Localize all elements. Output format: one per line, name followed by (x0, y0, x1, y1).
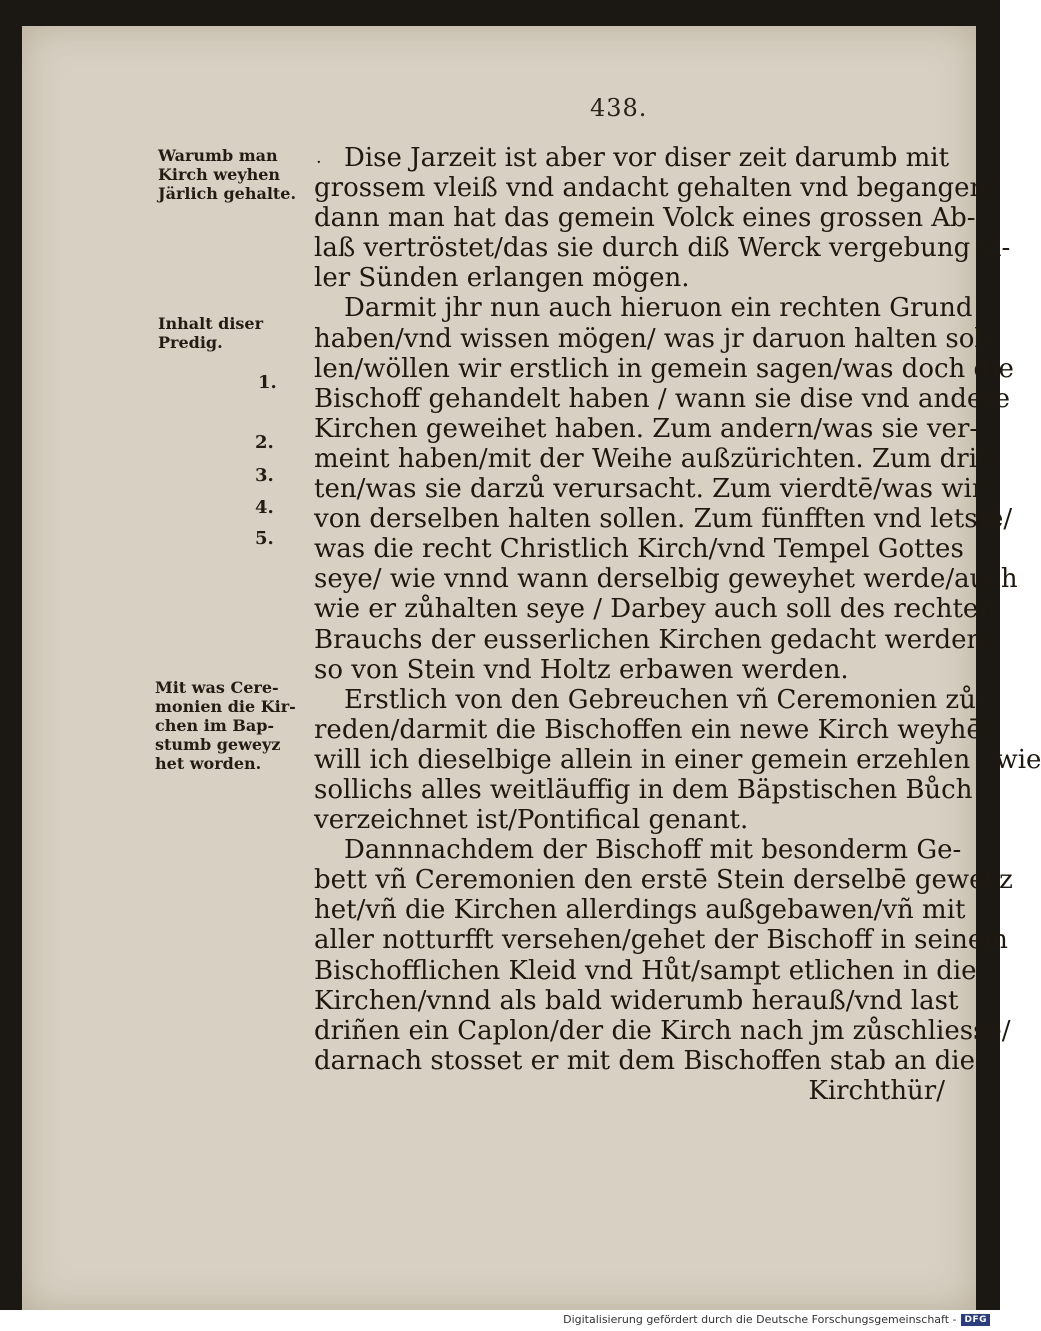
page-number: 438. (590, 94, 648, 122)
marginal-note-annual-dedication: Warumb man Kirch weyhen Järlich gehalte. (158, 146, 297, 203)
text-line: wie er zůhalten seye / Darbey auch soll des rechten (314, 594, 996, 625)
footer-credit (563, 1313, 990, 1326)
text-line: Bischoff gehandelt haben / wann sie dise vnd andere (314, 383, 1011, 414)
text-line: Dannnachdem der Bischoff mit besonderm Ge- (344, 835, 962, 866)
point-marker-1: 1. (258, 372, 277, 393)
main-text-block (314, 143, 1041, 1106)
point-marker-4: 4. (255, 497, 274, 518)
point-marker-2: 2. (255, 432, 274, 453)
text-line: meint haben/mit der Weihe außzürichten. Zum drit- (314, 443, 997, 474)
dfg-logo: DFG (961, 1314, 990, 1326)
text-line: Kirchen geweihet haben. Zum andern/was sie ver- (314, 413, 979, 444)
text-line: aller notturfft versehen/gehet der Bischoff in seinem (314, 925, 1008, 956)
text-line: grossem vleiß vnd andacht gehalten vnd begangen/ (314, 173, 996, 204)
text-line: von derselben halten sollen. Zum fünfften vnd letstē/ (314, 504, 1013, 535)
text-line: laß vertröstet/das sie durch diß Werck vergebung vi- (314, 233, 1011, 264)
text-line: Erstlich von den Gebreuchen vñ Ceremonien zů- (344, 684, 985, 715)
catchword: Kirchthür/ (808, 1075, 945, 1106)
text-line: Brauchs der eusserlichen Kirchen gedacht werden/ (314, 624, 993, 655)
text-line: was die recht Christlich Kirch/vnd Tempel Gottes (314, 534, 964, 565)
marginal-dot: · (316, 152, 322, 173)
text-line: dann man hat das gemein Volck eines grossen Ab- (314, 203, 976, 234)
text-line: Dise Jarzeit ist aber vor diser zeit darumb mit (344, 143, 950, 173)
text-line: ten/was sie darzů verursacht. Zum vierdtē/was wir (314, 474, 985, 505)
text-line: verzeichnet ist/Pontifical genant. (314, 805, 749, 836)
marginal-note-ceremonies: Mit was Cere- monien die Kir- chen im Bap- stumb geweyz het worden. (155, 678, 296, 773)
text-line: seye/ wie vnnd wann derselbig geweyhet werde/auch (314, 564, 1018, 595)
text-line: reden/darmit die Bischoffen ein newe Kirch weyhē/ (314, 714, 991, 745)
text-line: driñen ein Caplon/der die Kirch nach jm zůschliesse/ (314, 1015, 1011, 1046)
marginal-note-sermon-contents: Inhalt diser Predig. (158, 314, 264, 352)
text-line: sollichs alles weitläuffig in dem Bäpstischen Bůch (314, 774, 973, 805)
text-line: Kirchen/vnnd als bald widerumb herauß/vnd last (314, 985, 959, 1016)
text-line: haben/vnd wissen mögen/ was jr daruon halten sol- (314, 323, 992, 354)
text-line: so von Stein vnd Holtz erbawen werden. (314, 654, 849, 685)
text-line: darnach stosset er mit dem Bischoffen stab an die (314, 1045, 975, 1076)
text-line: will ich dieselbige allein in einer gemein erzehlen / wie (314, 744, 1041, 775)
text-line: Darmit jhr nun auch hieruon ein rechten Grund (344, 293, 973, 324)
text-line: bett vñ Ceremonien den erstē Stein derselbē geweyz (314, 865, 1013, 896)
point-marker-5: 5. (255, 528, 274, 549)
point-marker-3: 3. (255, 465, 274, 486)
text-line: Bischofflichen Kleid vnd Hůt/sampt etlichen in die (314, 955, 977, 986)
text-line: ler Sünden erlangen mögen. (314, 263, 690, 294)
text-line: het/vñ die Kirchen allerdings außgebawen/vñ mit (314, 895, 966, 926)
footer-text: Digitalisierung gefördert durch die Deutsche Forschungsgemeinschaft - (563, 1313, 957, 1326)
text-line: len/wöllen wir erstlich in gemein sagen/was doch die (314, 353, 1014, 384)
